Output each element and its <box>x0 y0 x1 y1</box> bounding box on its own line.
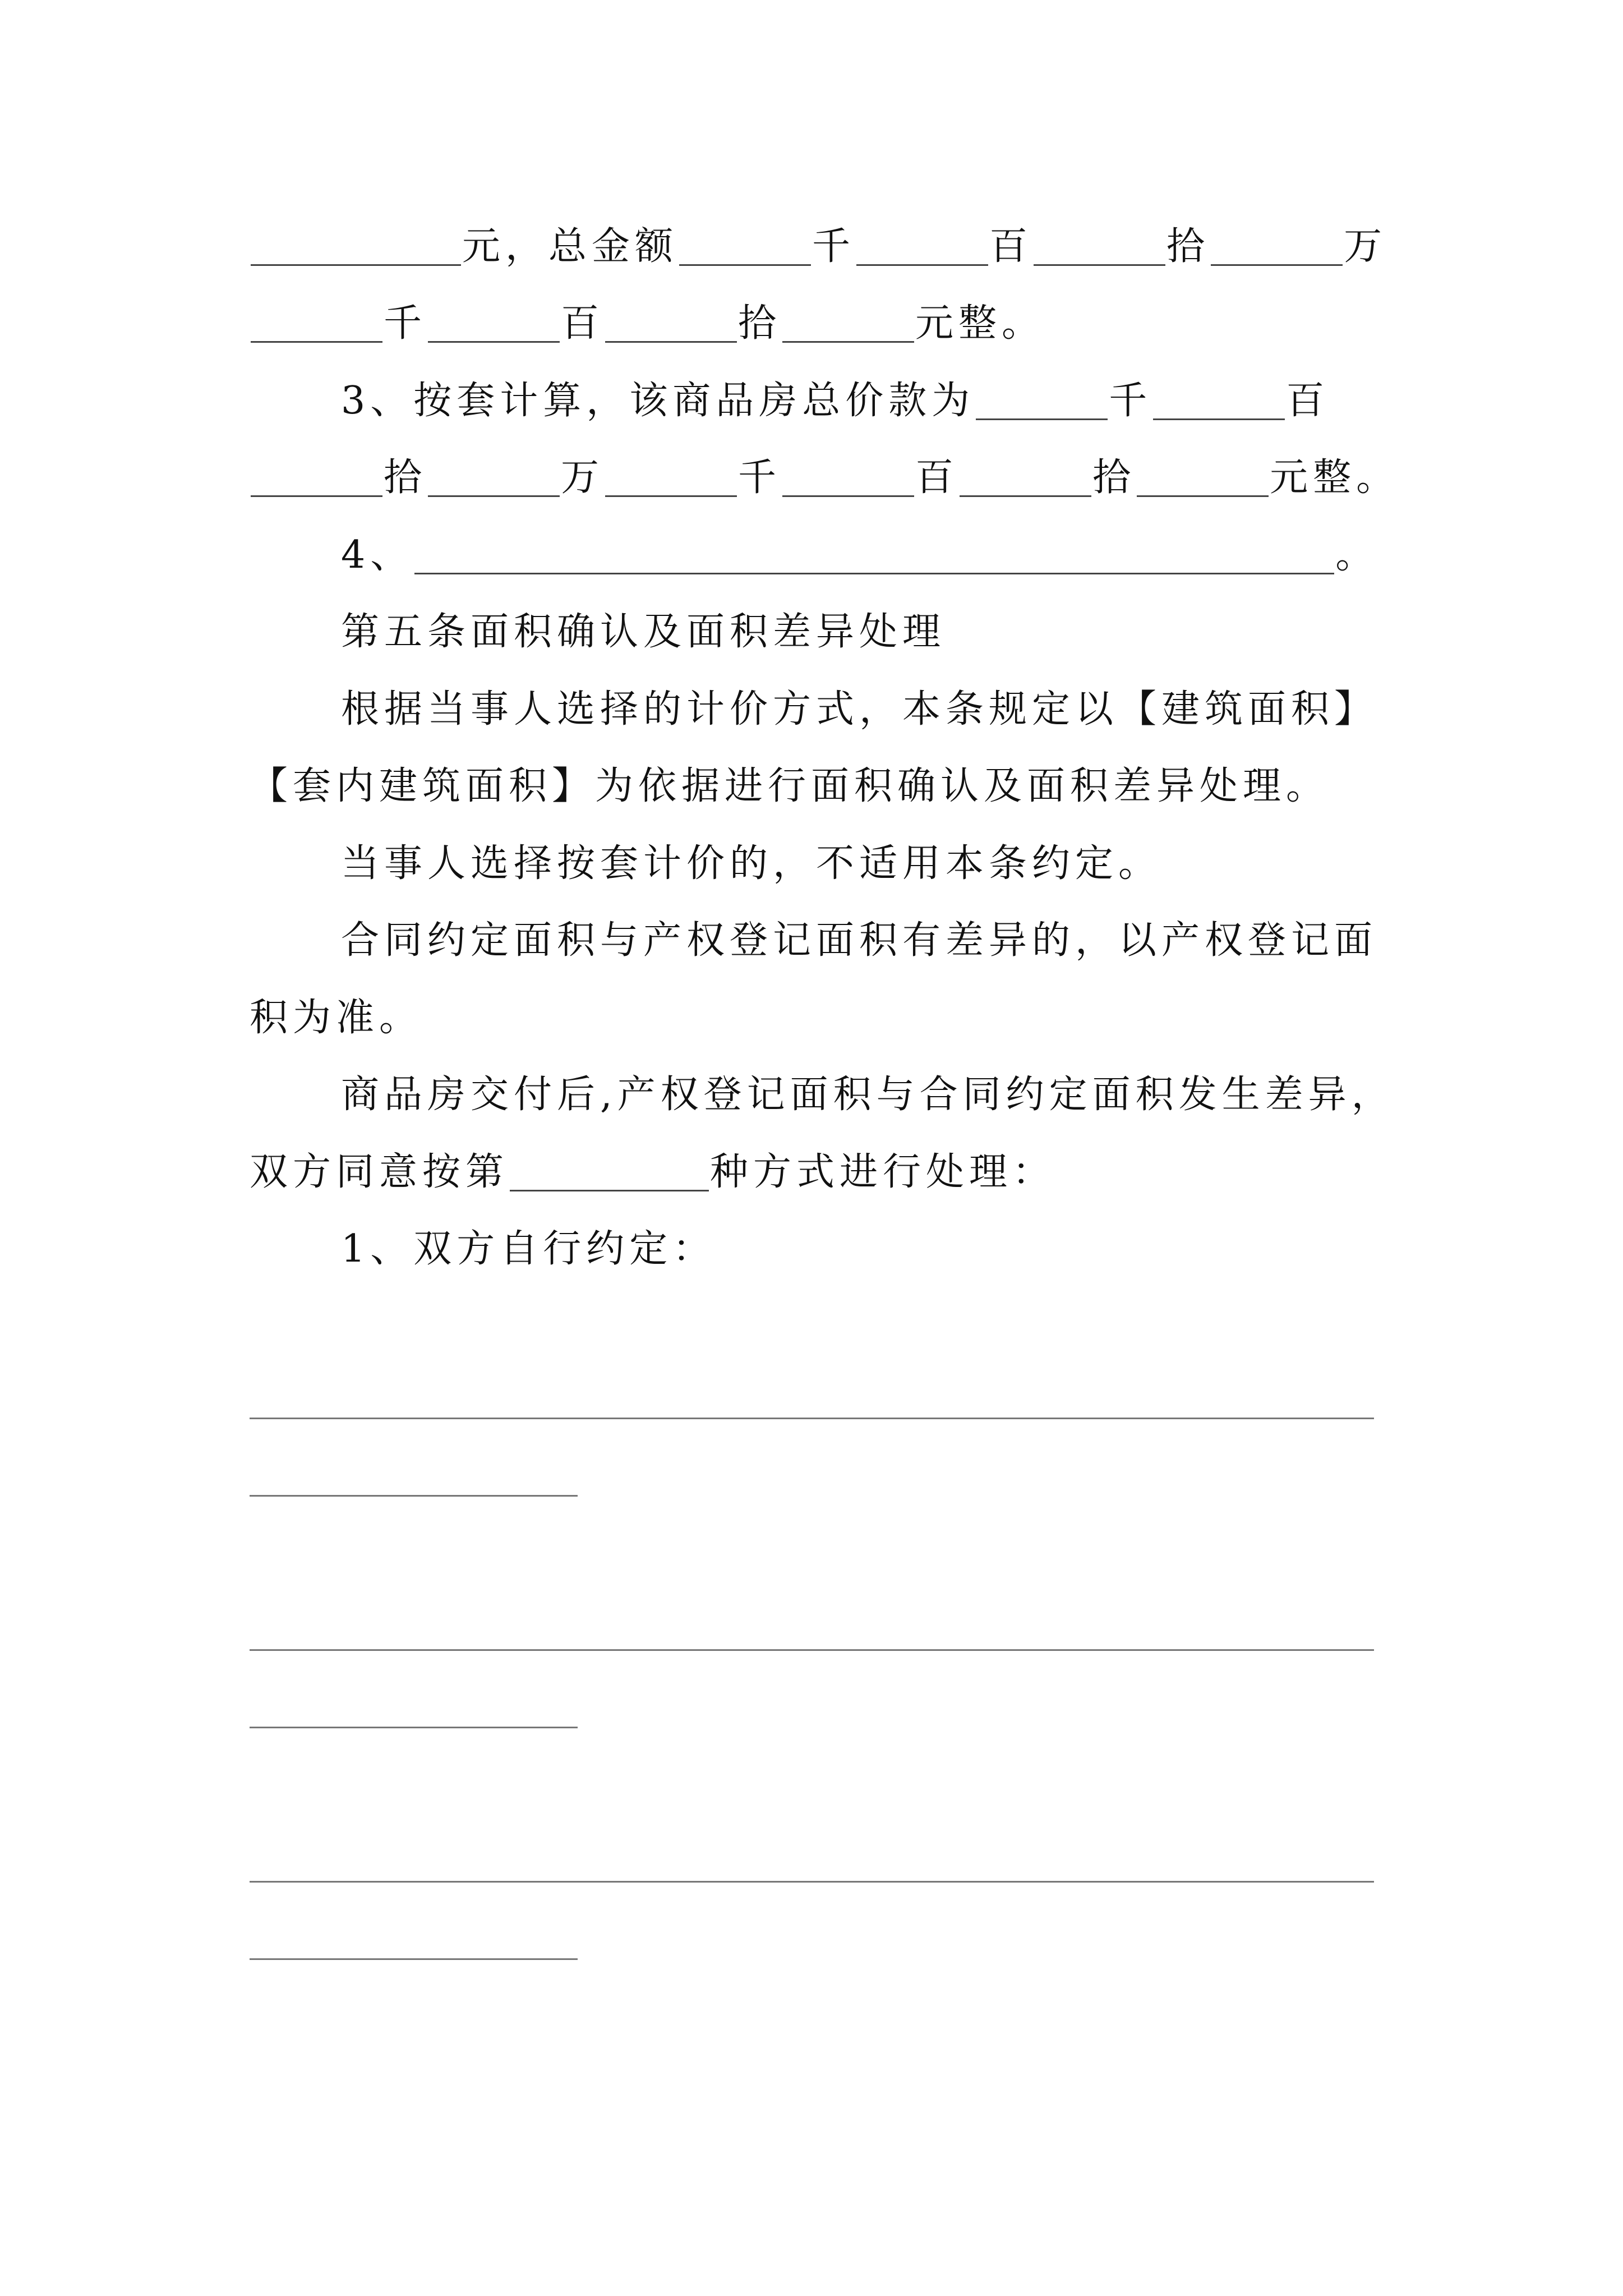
text-segment: 千 <box>1109 379 1152 423</box>
blank-field[interactable] <box>1153 379 1285 420</box>
blank-field[interactable] <box>251 225 461 266</box>
price-amount-line-1 <box>250 216 1387 278</box>
section-title: 第五条面积确认及面积差异处理 <box>341 610 946 654</box>
blank-field[interactable] <box>251 302 382 343</box>
fill-line[interactable] <box>250 1418 1374 1419</box>
text-segment: 元整。 <box>915 301 1045 346</box>
method-choice-line <box>250 1142 1055 1203</box>
paragraph-line: 当事人选择按套计价的，不适用本条约定。 <box>341 841 1162 886</box>
item-4-line <box>341 524 1378 586</box>
text-segment: 拾 <box>738 301 782 346</box>
price-amount-line-2 <box>250 293 1045 355</box>
blank-field[interactable] <box>976 379 1108 420</box>
per-unit-price-line <box>341 370 1329 432</box>
paragraph-line: 积为准。 <box>250 996 423 1040</box>
text-segment: 拾 <box>1166 224 1210 269</box>
blank-field[interactable] <box>428 302 560 343</box>
blank-field[interactable] <box>782 302 914 343</box>
text-segment: 3、按套计算，该商品房总价款为 <box>341 379 975 423</box>
fill-line[interactable] <box>250 1727 578 1728</box>
text-segment: 元整。 <box>1270 455 1400 500</box>
text-segment: 双方同意按第 <box>250 1150 509 1194</box>
blank-field[interactable] <box>782 456 914 497</box>
text-segment: 千 <box>812 224 856 269</box>
per-unit-price-line-2 <box>250 447 1399 509</box>
text-segment: 拾 <box>384 455 427 500</box>
blank-field[interactable] <box>679 225 811 266</box>
blank-field[interactable] <box>856 225 988 266</box>
blank-field[interactable] <box>1034 225 1165 266</box>
blank-field[interactable] <box>414 533 1334 574</box>
blank-field[interactable] <box>605 456 737 497</box>
text-segment: 。 <box>1335 533 1379 577</box>
fill-line[interactable] <box>250 1958 578 1960</box>
item-1-line: 1、双方自行约定： <box>341 1227 716 1271</box>
text-segment: 百 <box>1286 379 1330 423</box>
fill-line[interactable] <box>250 1881 1374 1883</box>
paragraph-line: 商品房交付后,产权登记面积与合同约定面积发生差异， <box>341 1073 1395 1117</box>
paragraph-line: 【套内建筑面积】为依据进行面积确认及面积差异处理。 <box>250 764 1330 808</box>
blank-field[interactable] <box>510 1151 709 1191</box>
blank-field[interactable] <box>251 456 382 497</box>
fill-line[interactable] <box>250 1495 578 1497</box>
text-segment: 百 <box>561 301 605 346</box>
fill-line[interactable] <box>250 1649 1374 1651</box>
text-segment: 千 <box>738 455 782 500</box>
blank-field[interactable] <box>1211 225 1343 266</box>
text-segment: 千 <box>384 301 427 346</box>
text-segment: 万 <box>1344 224 1387 269</box>
text-segment: 万 <box>561 455 605 500</box>
text-segment: 4、 <box>341 533 414 577</box>
blank-field[interactable] <box>960 456 1091 497</box>
paragraph-line: 合同约定面积与产权登记面积有差异的，以产权登记面 <box>341 918 1378 963</box>
text-segment: 百 <box>915 455 959 500</box>
blank-field[interactable] <box>428 456 560 497</box>
text-segment: 拾 <box>1092 455 1136 500</box>
blank-field[interactable] <box>1137 456 1269 497</box>
paragraph-line: 根据当事人选择的计价方式，本条规定以【建筑面积】 <box>341 687 1378 731</box>
text-segment: 元，总金额 <box>462 224 679 269</box>
text-segment: 种方式进行处理： <box>710 1150 1056 1194</box>
blank-field[interactable] <box>605 302 737 343</box>
text-segment: 百 <box>989 224 1033 269</box>
